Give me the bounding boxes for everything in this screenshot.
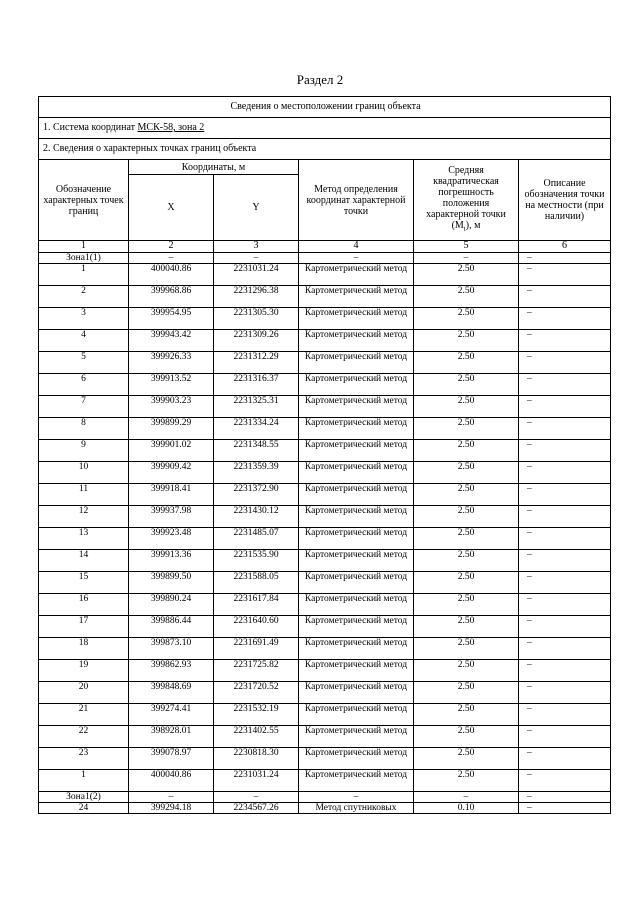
accuracy: 2.50 [414,594,519,616]
zone-label: Зона1(2) [39,792,129,803]
point-number: 1 [39,770,129,792]
table-row [39,506,611,528]
table-row [39,616,611,638]
description: – [519,638,611,660]
accuracy: 2.50 [414,462,519,484]
table-row [39,550,611,572]
coord-x: 399274.41 [129,704,214,726]
zone-cell: – [299,792,414,803]
coord-y: 2231334.24 [214,418,299,440]
description: – [519,352,611,374]
point-number: 20 [39,682,129,704]
coord-x: 399078.97 [129,748,214,770]
coord-system-label: 1. Система координат [43,122,138,133]
description: – [519,506,611,528]
accuracy: 2.50 [414,660,519,682]
section-title: Раздел 2 [296,72,344,87]
point-number: 6 [39,374,129,396]
coord-y: 2231532.19 [214,704,299,726]
column-numbers-row [39,241,611,253]
zone-cell: – [214,792,299,803]
coord-x: 399923.48 [129,528,214,550]
table-row [39,418,611,440]
method: Картометрический метод [299,748,414,770]
table-row [39,528,611,550]
column-number: 6 [519,241,611,253]
coord-x: 399954.95 [129,308,214,330]
coord-x: 399294.18 [129,803,214,814]
column-number: 3 [214,241,299,253]
accuracy: 2.50 [414,506,519,528]
table-row [39,704,611,726]
point-number: 18 [39,638,129,660]
table-row [39,660,611,682]
method: Картометрический метод [299,330,414,352]
method: Картометрический метод [299,264,414,286]
zone-cell: – [129,253,214,264]
point-number: 4 [39,330,129,352]
coord-x: 399909.42 [129,462,214,484]
method: Картометрический метод [299,572,414,594]
table-row [39,572,611,594]
description: – [519,594,611,616]
accuracy: 2.50 [414,638,519,660]
point-number: 11 [39,484,129,506]
accuracy: 2.50 [414,528,519,550]
coord-system-row [39,118,611,139]
table-row [39,682,611,704]
table-row [39,726,611,748]
header-accuracy-suffix: ), м [465,220,481,231]
table-row [39,462,611,484]
description: – [519,264,611,286]
coord-x: 399926.33 [129,352,214,374]
table-row [39,396,611,418]
header-y: Y [214,175,299,241]
method: Картометрический метод [299,440,414,462]
coord-y: 2230818.30 [214,748,299,770]
description: – [519,286,611,308]
points-section-title: 2. Сведения о характерных точках границ объекта [39,139,611,160]
coord-x: 399899.29 [129,418,214,440]
coord-y: 2231309.26 [214,330,299,352]
description: – [519,704,611,726]
coord-x: 399918.41 [129,484,214,506]
coord-x: 399848.69 [129,682,214,704]
description: – [519,770,611,792]
header-method: Метод определения координат характерной точки [299,160,414,241]
zone-row [39,253,611,264]
description: – [519,572,611,594]
description: – [519,748,611,770]
description: – [519,308,611,330]
description: – [519,528,611,550]
point-number: 5 [39,352,129,374]
method: Картометрический метод [299,374,414,396]
header-x: X [129,175,214,241]
description: – [519,803,611,814]
boundary-points-table [38,96,611,814]
point-number: 22 [39,726,129,748]
method: Картометрический метод [299,616,414,638]
point-number: 2 [39,286,129,308]
zone-cell: – [214,253,299,264]
method: Картометрический метод [299,462,414,484]
table-row [39,638,611,660]
point-number: 16 [39,594,129,616]
method: Картометрический метод [299,660,414,682]
description: – [519,660,611,682]
point-number: 17 [39,616,129,638]
coord-y: 2231325.31 [214,396,299,418]
accuracy: 2.50 [414,748,519,770]
description: – [519,330,611,352]
accuracy: 2.50 [414,308,519,330]
method: Картометрический метод [299,418,414,440]
coord-y: 2231312.29 [214,352,299,374]
method: Картометрический метод [299,506,414,528]
accuracy: 0.10 [414,803,519,814]
method: Картометрический метод [299,638,414,660]
zone-cell: – [519,792,611,803]
coord-x: 399901.02 [129,440,214,462]
table-caption: Сведения о местоположении границ объекта [39,97,611,118]
method: Картометрический метод [299,594,414,616]
coord-y: 2231348.55 [214,440,299,462]
coord-y: 2231617.84 [214,594,299,616]
method: Картометрический метод [299,308,414,330]
method: Картометрический метод [299,682,414,704]
table-row [39,330,611,352]
accuracy: 2.50 [414,484,519,506]
table-row [39,264,611,286]
header-designation: Обозначение характерных точек границ [39,160,129,241]
coord-y: 2231402.55 [214,726,299,748]
description: – [519,374,611,396]
coord-y: 2231720.52 [214,682,299,704]
description: – [519,726,611,748]
coord-y: 2231316.37 [214,374,299,396]
column-number: 1 [39,241,129,253]
description: – [519,418,611,440]
coord-x: 399899.50 [129,572,214,594]
coord-y: 2231372.90 [214,484,299,506]
coord-x: 399943.42 [129,330,214,352]
table-row [39,308,611,330]
table-row [39,286,611,308]
header-description: Описание обозначения точки на местности (при наличии) [519,160,611,241]
accuracy: 2.50 [414,704,519,726]
point-number: 14 [39,550,129,572]
zone-row [39,792,611,803]
point-number: 24 [39,803,129,814]
accuracy: 2.50 [414,396,519,418]
description: – [519,682,611,704]
coord-x: 399937.98 [129,506,214,528]
point-number: 7 [39,396,129,418]
method: Картометрический метод [299,726,414,748]
description: – [519,440,611,462]
zone-cell: – [414,792,519,803]
column-number: 2 [129,241,214,253]
table-row [39,374,611,396]
accuracy: 2.50 [414,682,519,704]
accuracy: 2.50 [414,572,519,594]
table-row [39,770,611,792]
accuracy: 2.50 [414,352,519,374]
coord-x: 398928.01 [129,726,214,748]
coord-system-value: МСК-58, зона 2 [137,122,205,133]
description: – [519,550,611,572]
point-number: 15 [39,572,129,594]
method: Метод спутниковых [299,803,414,814]
zone-cell: – [414,253,519,264]
coord-x: 399968.86 [129,286,214,308]
table-row [39,352,611,374]
coord-x: 399890.24 [129,594,214,616]
coord-y: 2231691.49 [214,638,299,660]
table-row [39,803,611,814]
accuracy: 2.50 [414,550,519,572]
accuracy: 2.50 [414,264,519,286]
accuracy: 2.50 [414,418,519,440]
header-accuracy [414,160,519,241]
table-row [39,440,611,462]
accuracy: 2.50 [414,770,519,792]
method: Картометрический метод [299,528,414,550]
point-number: 21 [39,704,129,726]
coord-y: 2231430.12 [214,506,299,528]
column-number: 5 [414,241,519,253]
coord-y: 2231485.07 [214,528,299,550]
coord-y: 2234567.26 [214,803,299,814]
accuracy: 2.50 [414,440,519,462]
coord-x: 399903.23 [129,396,214,418]
zone-cell: – [299,253,414,264]
header-accuracy-text: Средняя квадратическая погрешность положения характерной точки (M [426,165,506,231]
method: Картометрический метод [299,286,414,308]
accuracy: 2.50 [414,330,519,352]
method: Картометрический метод [299,352,414,374]
header-accuracy-sub: t [463,225,466,233]
method: Картометрический метод [299,484,414,506]
point-number: 23 [39,748,129,770]
description: – [519,462,611,484]
header-coordinates: Координаты, м [129,160,299,175]
method: Картометрический метод [299,704,414,726]
coord-x: 399886.44 [129,616,214,638]
coord-y: 2231296.38 [214,286,299,308]
coord-y: 2231640.60 [214,616,299,638]
point-number: 12 [39,506,129,528]
zone-cell: – [519,253,611,264]
point-number: 8 [39,418,129,440]
zone-cell: – [129,792,214,803]
point-number: 1 [39,264,129,286]
table-row [39,594,611,616]
method: Картометрический метод [299,770,414,792]
coord-y: 2231535.90 [214,550,299,572]
coord-x: 399873.10 [129,638,214,660]
coord-y: 2231359.39 [214,462,299,484]
coord-y: 2231305.30 [214,308,299,330]
coord-y: 2231588.05 [214,572,299,594]
point-number: 19 [39,660,129,682]
coord-y: 2231725.82 [214,660,299,682]
point-number: 9 [39,440,129,462]
column-number: 4 [299,241,414,253]
table-row [39,748,611,770]
description: – [519,484,611,506]
description: – [519,396,611,418]
point-number: 3 [39,308,129,330]
accuracy: 2.50 [414,286,519,308]
accuracy: 2.50 [414,374,519,396]
method: Картометрический метод [299,550,414,572]
coord-y: 2231031.24 [214,770,299,792]
description: – [519,616,611,638]
coord-y: 2231031.24 [214,264,299,286]
coord-x: 400040.86 [129,770,214,792]
coord-x: 399913.36 [129,550,214,572]
zone-label: Зона1(1) [39,253,129,264]
table-row [39,484,611,506]
accuracy: 2.50 [414,616,519,638]
coord-x: 400040.86 [129,264,214,286]
coord-x: 399862.93 [129,660,214,682]
coord-x: 399913.52 [129,374,214,396]
point-number: 13 [39,528,129,550]
point-number: 10 [39,462,129,484]
method: Картометрический метод [299,396,414,418]
accuracy: 2.50 [414,726,519,748]
